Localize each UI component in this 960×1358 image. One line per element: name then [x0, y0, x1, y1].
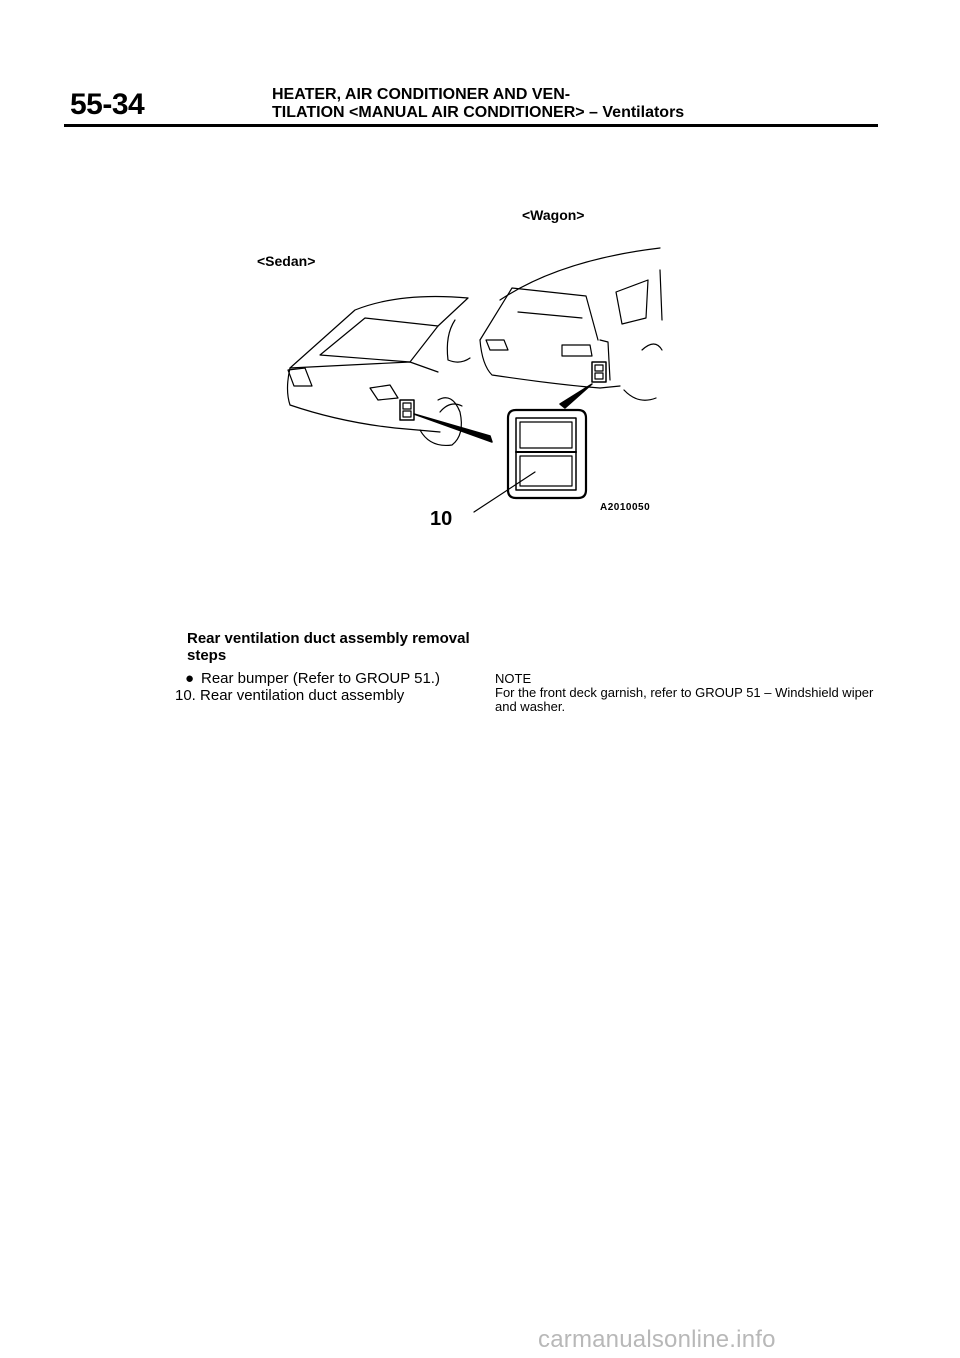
page-number: 55-34: [70, 88, 145, 121]
note-text: For the front deck garnish, refer to GROUP 51 – Windshield wiper and washer.: [495, 685, 874, 714]
watermark: carmanualsonline.info: [538, 1326, 776, 1353]
header-rule: [64, 124, 878, 127]
step-item: [187, 670, 487, 687]
car-illustration: [260, 200, 680, 540]
step-text: Rear ventilation duct assembly: [200, 687, 405, 704]
step-text: Rear bumper (Refer to GROUP 51.): [201, 670, 440, 687]
duct-detail: [508, 410, 586, 498]
callout-number: 10: [430, 508, 453, 530]
removal-steps: [175, 670, 487, 704]
wagon-pointer: [560, 384, 592, 408]
wagon-drawing: [480, 248, 662, 400]
removal-heading: Rear ventilation duct assembly removal steps: [187, 630, 470, 664]
step-marker: ●: [185, 670, 195, 687]
sedan-label: <Sedan>: [257, 253, 316, 269]
page-title: [272, 86, 892, 122]
ventilator-figure: [257, 200, 680, 540]
callout-leader: [474, 472, 535, 512]
title-line-2: TILATION <MANUAL AIR CONDITIONER> – Ventilators: [272, 104, 685, 121]
wagon-label: <Wagon>: [522, 207, 585, 223]
note-block: [495, 672, 895, 714]
figure-id: A2010050: [600, 502, 651, 513]
title-line-1: HEATER, AIR CONDITIONER AND VEN-: [272, 86, 571, 103]
step-item: [175, 687, 487, 704]
step-marker: 10.: [175, 687, 196, 704]
note-label: NOTE: [495, 671, 532, 686]
